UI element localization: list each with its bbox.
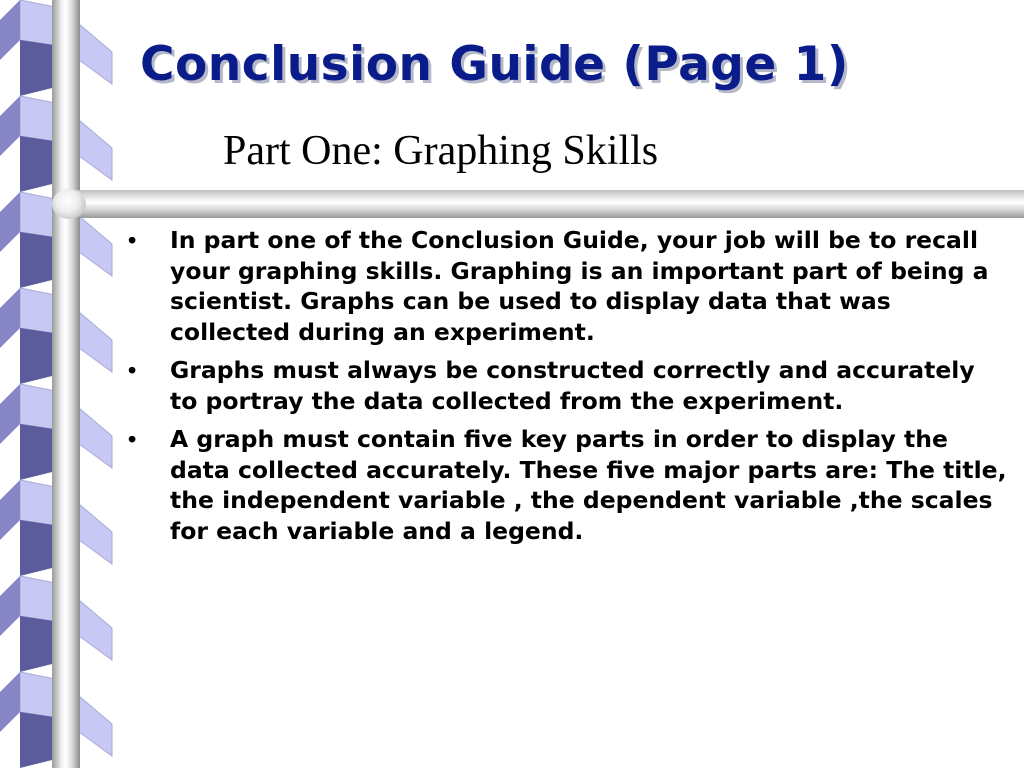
slide-title: Conclusion Guide (Page 1) <box>140 37 849 92</box>
horizontal-divider-bar <box>68 190 1024 218</box>
bullet-text: A graph must contain five key parts in order to display the data collected accurately. These five major parts are: The title, the independent variable , the dependent variable ,the scales for each variable and a legend. <box>170 425 1007 545</box>
spiral-ribbon-decoration <box>0 0 115 768</box>
bullet-marker: • <box>128 426 137 452</box>
slide-subtitle: Part One: Graphing Skills <box>223 128 659 174</box>
bullet-list <box>128 225 1008 554</box>
bullet-item <box>128 225 1008 347</box>
bullet-text: In part one of the Conclusion Guide, your job will be to recall your graphing skills. Graphing is an important part of being a scientist. Graphs can be used to display data that was collected during an experiment. <box>170 226 989 346</box>
bullet-text: Graphs must always be constructed correctly and accurately to portray the data collected from the experiment. <box>170 356 975 415</box>
bullet-marker: • <box>128 357 137 383</box>
bullet-marker: • <box>128 227 137 253</box>
divider-knob <box>52 189 86 219</box>
bullet-item <box>128 355 1008 416</box>
bullet-item <box>128 424 1008 546</box>
